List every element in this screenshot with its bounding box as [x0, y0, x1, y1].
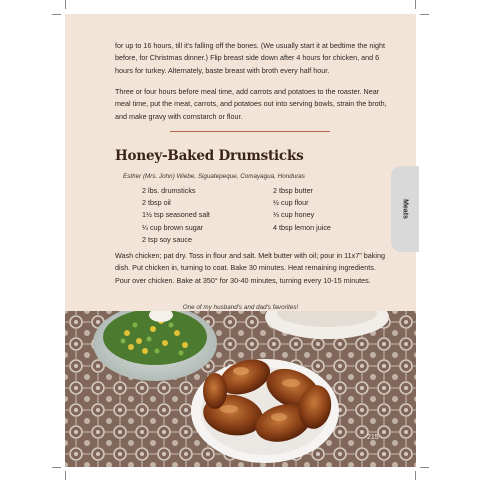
- ingredient-item: 2 tsp soy sauce: [142, 234, 192, 244]
- ingredient-item: ⅓ cup honey: [273, 210, 315, 220]
- crop-mark: [415, 471, 416, 480]
- section-tab-label: Meats: [401, 199, 409, 219]
- ingredient-item: ¼ cup brown sugar: [142, 222, 204, 232]
- page-number: 215: [367, 434, 379, 441]
- recipe-photo: [65, 311, 416, 467]
- ingredient-item: ½ cup flour: [273, 198, 309, 208]
- ingredient-item: 4 tbsp lemon juice: [273, 222, 331, 232]
- crop-mark: [420, 467, 429, 468]
- ingredient-item: 2 tbsp butter: [273, 186, 313, 195]
- crop-mark: [65, 0, 66, 9]
- crop-mark: [52, 14, 61, 15]
- photo-caption: One of my husband's and dad's favorites!: [182, 304, 299, 311]
- cookbook-page: [65, 14, 416, 467]
- crop-mark: [65, 471, 66, 480]
- recipe-byline: Esther (Mrs. John) Wiebe, Siguatepeque, Comayagua, Honduras: [123, 173, 305, 180]
- recipe-title: Honey-Baked Drumsticks: [115, 148, 304, 164]
- crop-mark: [52, 467, 61, 468]
- body-paragraph: for up to 16 hours, till it's falling off the bones. (We usually start it at bedtime the night before, for Christmas dinner.) Flip breast side down after 4 hours for chicken, and 6 hours for turkey. Alternately, baste breast with broth every half hour.: [115, 41, 385, 75]
- body-paragraph: Three or four hours before meal time, add carrots and potatoes to the roaster. Near meal time, put the meat, carrots, and potatoes out into serving bowls, strain the broth, and make gravy with cornstarch or flour.: [115, 87, 387, 121]
- ingredient-item: 1½ tsp seasoned salt: [142, 210, 210, 220]
- crop-mark: [415, 0, 416, 9]
- ingredient-item: 2 lbs. drumsticks: [142, 186, 196, 195]
- section-tab: [391, 166, 419, 252]
- ingredient-item: 2 tbsp oil: [142, 198, 171, 208]
- ingredient-list-right: [273, 185, 331, 234]
- crop-mark: [420, 14, 429, 15]
- recipe-instructions: Wash chicken; pat dry. Toss in flour and salt. Melt butter with oil; pour in 11x7" baking dish. Put chicken in, turning to coat. Bake 30 minutes. Heat remaining ingredients. Pour over chicken. Bake at 350° for 30-40 minutes, turning every 10-15 minutes.: [115, 251, 385, 285]
- ingredient-list-left: [142, 185, 210, 246]
- section-divider: [170, 131, 330, 132]
